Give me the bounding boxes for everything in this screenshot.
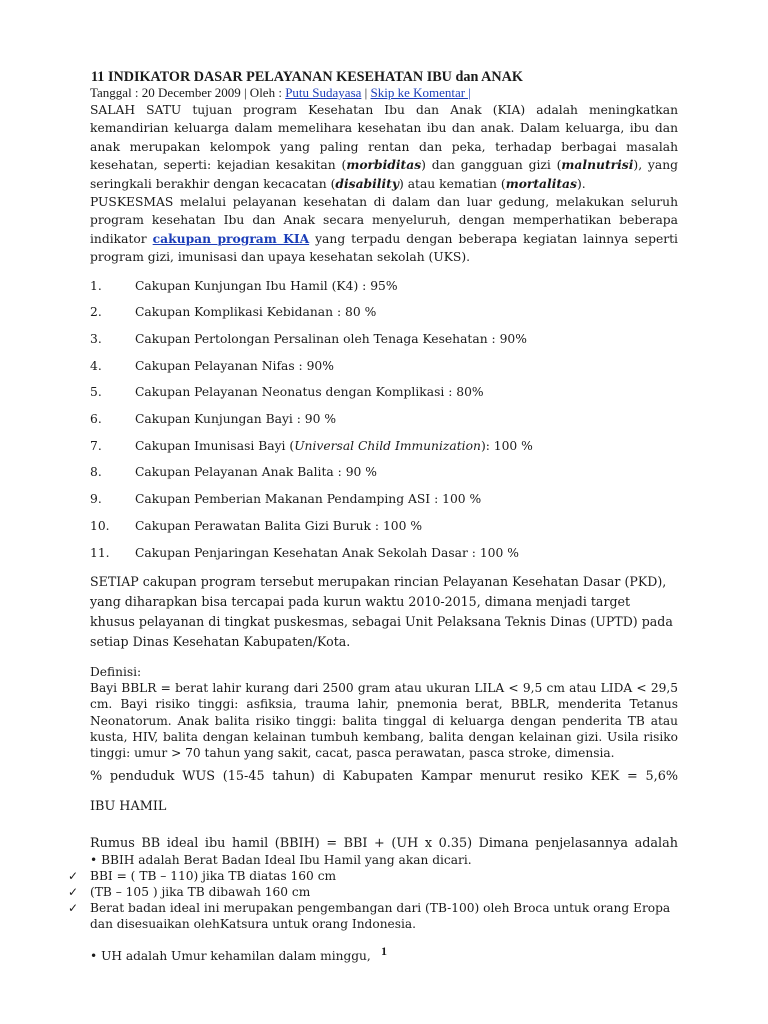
intro-text: ).: [576, 176, 586, 191]
indicator-list: [90, 273, 678, 567]
indicator-text: Cakupan Pertolongan Persalinan oleh Tenaga Kesehatan : 90%: [135, 332, 527, 347]
skip-to-comments-link[interactable]: Skip ke Komentar |: [370, 85, 471, 100]
meta-date-author-label: Tanggal : 20 December 2009 | Oleh :: [90, 85, 286, 100]
meta-separator: |: [361, 85, 371, 100]
indicator-text: Cakupan Pelayanan Anak Balita : 90 %: [135, 465, 377, 480]
intro-text: SALAH SATU tujuan program Kesehatan Ibu dan Anak (KIA) adalah meningkatkan kemandirian keluarga dalam memelihara kesehatan ibu dan anak. Dalam keluarga, ibu dan anak merupakan kelompok yang paling rentan dan peka, terhadap berbagai masalah kesehatan, seperti: kejadian kesakitan (: [90, 103, 678, 173]
puskesmas-text: yang terpadu dengan beberapa kegiatan lainnya seperti program gizi, imunisasi dan upaya kesehatan sekolah (UKS).: [90, 231, 678, 265]
checkmark-icon: ✓: [68, 885, 79, 900]
article-meta: [90, 85, 678, 101]
indicator-text: Cakupan Imunisasi Bayi (: [135, 438, 295, 453]
intro-text: ) atau kematian (: [398, 176, 506, 191]
indicator-number: 5.: [90, 385, 102, 400]
indicator-text: Cakupan Penjaringan Kesehatan Anak Sekolah Dasar : 100 %: [135, 545, 519, 560]
check-item: [68, 900, 678, 932]
intro-text: ) dan gangguan gizi (: [421, 158, 562, 173]
indicator-text: Cakupan Pelayanan Nifas : 90%: [135, 358, 334, 373]
definisi-paragraph: Bayi BBLR = berat lahir kurang dari 2500 gram atau ukuran LILA < 9,5 cm atau LIDA < 29,5 cm. Bayi risiko tinggi: asfiksia, trauma lahir, pnemonia berat, BBLR, menderita Tetanus Neonatorum. Anak balita risiko tinggi: balita tinggal di keluarga dengan penderita TB atau kusta, HIV, balita dengan kelainan tumbuh kembang, balita dengan kelainan gizi. Usila risiko tinggi: umur > 70 tahun yang sakit, cacat, pasca perawatan, pasca stroke, dimensia.: [90, 681, 678, 761]
indicator-number: 3.: [90, 332, 102, 347]
indicator-text: Cakupan Komplikasi Kebidanan : 80 %: [135, 305, 377, 320]
indicator-text: Cakupan Pemberian Makanan Pendamping ASI : 100 %: [135, 492, 482, 507]
indicator-number: 1.: [90, 278, 102, 293]
uh-bullet: • UH adalah Umur kehamilan dalam minggu,: [90, 949, 371, 964]
check-text: (TB – 105 ) jika TB dibawah 160 cm: [90, 885, 311, 900]
check-text: BBI = ( TB – 110) jika TB diatas 160 cm: [90, 869, 337, 884]
puskesmas-text: PUSKESMAS melalui pelayanan kesehatan di dalam dan luar gedung, melakukan seluruh program kesehatan Ibu dan Anak secara menyeluruh, dengan memperhatikan beberapa indikator: [90, 195, 678, 246]
check-text: Berat badan ideal ini merupakan pengembangan dari (TB-100) oleh Broca untuk orang Eropa dan disesuaikan olehKatsura untuk orang Indonesia.: [90, 901, 671, 932]
definisi-label: Definisi:: [90, 665, 142, 679]
bbih-bullet: • BBIH adalah Berat Badan Ideal Ibu Hamil yang akan dicari.: [90, 853, 472, 868]
intro-paragraph: [90, 101, 678, 193]
indicator-number: 6.: [90, 412, 102, 427]
checkmark-icon: ✓: [68, 869, 79, 884]
document-page: [68, 68, 678, 964]
indicator-text: Cakupan Pelayanan Neonatus dengan Komplikasi : 80%: [135, 385, 484, 400]
rumus-line: Rumus BB ideal ibu hamil (BBIH) = BBI + (UH x 0.35) Dimana penjelasannya adalah: [90, 836, 678, 852]
intro-text: ), yang seringkali berakhir dengan kecacatan (: [90, 158, 678, 191]
ibu-hamil-heading: IBU HAMIL: [90, 799, 167, 815]
puskesmas-paragraph: [90, 193, 678, 267]
indicator-item: [90, 353, 678, 380]
author-link[interactable]: Putu Sudayasa: [285, 85, 362, 100]
check-list: [68, 868, 678, 932]
checkmark-icon: ✓: [68, 901, 79, 916]
indicator-item: [90, 406, 678, 433]
page-number: 1: [381, 944, 387, 958]
indicator-item: [90, 433, 678, 460]
indicator-item: [90, 299, 678, 326]
indicator-number: 10.: [90, 518, 110, 533]
indicator-item: [90, 326, 678, 353]
indicator-item: [90, 513, 678, 540]
indicator-item: [90, 379, 678, 406]
indicator-text: Cakupan Kunjungan Ibu Hamil (K4) : 95%: [135, 278, 398, 293]
term-mortalitas: mortalitas: [505, 175, 577, 191]
indicator-text: ): 100 %: [480, 438, 533, 453]
indicator-italic-term: Universal Child Immunization: [294, 438, 481, 453]
indicator-item: [90, 459, 678, 486]
setiap-paragraph: SETIAP cakupan program tersebut merupakan rincian Pelayanan Kesehatan Dasar (PKD), yang diharapkan bisa tercapai pada kurun waktu 2010-2015, dimana menjadi target khusus pelayanan di tingkat puskesmas, sebagai Unit Pelaksana Teknis Dinas (UPTD) pada setiap Dinas Kesehatan Kabupaten/Kota.: [90, 574, 673, 649]
indicator-number: 11.: [90, 545, 110, 560]
term-disability: disability: [335, 175, 399, 191]
indicator-item: [90, 486, 678, 513]
indicator-number: 2.: [90, 305, 102, 320]
indicator-number: 9.: [90, 492, 102, 507]
indicator-text: Cakupan Kunjungan Bayi : 90 %: [135, 412, 337, 427]
indicator-item: [90, 273, 678, 300]
term-malnutrisi: malnutrisi: [561, 157, 634, 173]
wus-statistic: % penduduk WUS (15-45 tahun) di Kabupaten Kampar menurut resiko KEK = 5,6%: [90, 769, 678, 785]
indicator-number: 4.: [90, 358, 102, 373]
term-morbiditas: morbiditas: [346, 157, 422, 173]
cakupan-program-kia-link[interactable]: cakupan program KIA: [152, 230, 310, 246]
check-item: [68, 868, 678, 884]
indicator-number: 8.: [90, 465, 102, 480]
document-title: 11 INDIKATOR DASAR PELAYANAN KESEHATAN IBU dan ANAK: [91, 69, 523, 85]
check-item: [68, 884, 678, 900]
indicator-text: Cakupan Perawatan Balita Gizi Buruk : 100 %: [135, 518, 423, 533]
indicator-number: 7.: [90, 438, 102, 453]
indicator-item: [90, 540, 678, 567]
